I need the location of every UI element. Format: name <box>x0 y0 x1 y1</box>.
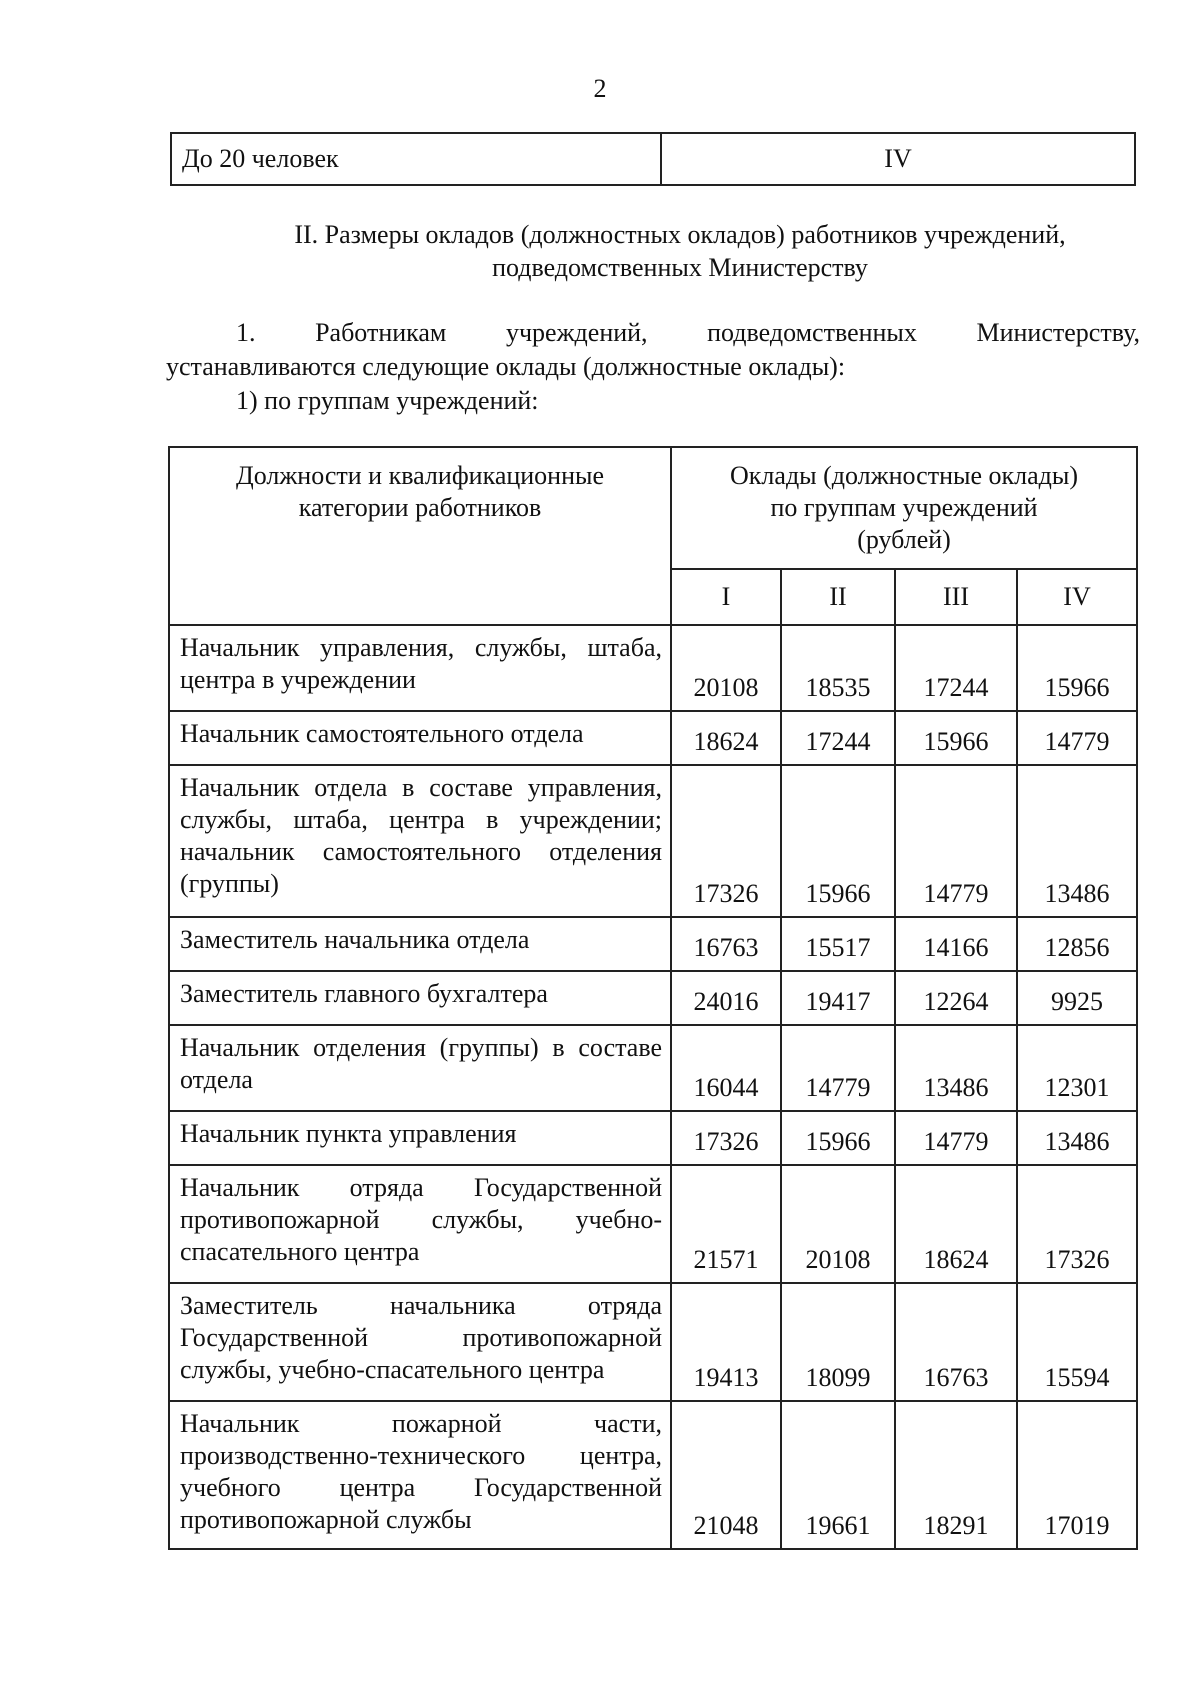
table-row <box>169 625 1137 711</box>
salary-cell: 17326 <box>671 765 781 917</box>
table-row <box>169 765 1137 917</box>
position-cell: Начальник отдела в составе управления, службы, штаба, центра в учреждении; начальник самостоятельного отделения (группы) <box>169 765 671 917</box>
paragraph-line2: устанавливаются следующие оклады (должностные оклады): <box>166 352 846 381</box>
section-title <box>200 218 1160 284</box>
salary-cell: 21048 <box>671 1401 781 1549</box>
table-cell-group: IV <box>661 133 1135 185</box>
salary-cell: 14779 <box>781 1025 895 1111</box>
salary-cell: 9925 <box>1017 971 1137 1025</box>
salary-cell: 14779 <box>1017 711 1137 765</box>
header-row <box>169 447 1137 569</box>
table-row <box>169 1111 1137 1165</box>
salary-cell: 18535 <box>781 625 895 711</box>
group-header: III <box>895 569 1017 625</box>
salary-cell: 13486 <box>1017 1111 1137 1165</box>
salary-cell: 13486 <box>1017 765 1137 917</box>
group-header: II <box>781 569 895 625</box>
table-row <box>169 1165 1137 1283</box>
salary-cell: 15594 <box>1017 1283 1137 1401</box>
position-cell: Начальник самостоятельного отдела <box>169 711 671 765</box>
top-table <box>170 132 1136 186</box>
table-row <box>169 1283 1137 1401</box>
table-row <box>169 711 1137 765</box>
salary-cell: 12264 <box>895 971 1017 1025</box>
salary-cell: 14779 <box>895 765 1017 917</box>
salary-cell: 24016 <box>671 971 781 1025</box>
salary-cell: 15966 <box>895 711 1017 765</box>
salary-cell: 18624 <box>671 711 781 765</box>
position-cell: Начальник управления, службы, штаба, центра в учреждении <box>169 625 671 711</box>
paragraph-word: учреждений, <box>505 318 648 347</box>
salary-cell: 19417 <box>781 971 895 1025</box>
salary-cell: 17019 <box>1017 1401 1137 1549</box>
salary-cell: 15517 <box>781 917 895 971</box>
salary-cell: 17244 <box>895 625 1017 711</box>
paragraph-number: 1. <box>236 318 256 347</box>
paragraph-line1 <box>166 316 1140 350</box>
paragraph <box>166 316 1140 384</box>
position-cell: Начальник отделения (группы) в составе отдела <box>169 1025 671 1111</box>
table-row <box>169 1025 1137 1111</box>
salary-cell: 17244 <box>781 711 895 765</box>
paragraph-word: подведомственных <box>707 318 917 347</box>
group-header: I <box>671 569 781 625</box>
position-cell: Начальник пожарной части, производственно-технического центра, учебного центра Государственной противопожарной службы <box>169 1401 671 1549</box>
salary-cell: 20108 <box>671 625 781 711</box>
section-title-line1: II. Размеры окладов (должностных окладов) работников учреждений, <box>294 220 1066 249</box>
salary-cell: 17326 <box>1017 1165 1137 1283</box>
salary-cell: 15966 <box>781 765 895 917</box>
salary-cell: 20108 <box>781 1165 895 1283</box>
table-row <box>171 133 1135 185</box>
salary-cell: 12856 <box>1017 917 1137 971</box>
subparagraph: 1) по группам учреждений: <box>236 386 539 415</box>
position-cell: Заместитель главного бухгалтера <box>169 971 671 1025</box>
group-header: IV <box>1017 569 1137 625</box>
salary-cell: 12301 <box>1017 1025 1137 1111</box>
salary-cell: 18099 <box>781 1283 895 1401</box>
salary-cell: 16763 <box>895 1283 1017 1401</box>
salary-cell: 18291 <box>895 1401 1017 1549</box>
section-title-line2: подведомственных Министерству <box>492 253 868 282</box>
header-salaries: Оклады (должностные оклады) по группам учреждений (рублей) <box>671 447 1137 569</box>
salary-cell: 15966 <box>781 1111 895 1165</box>
salary-cell: 17326 <box>671 1111 781 1165</box>
table-row <box>169 971 1137 1025</box>
salary-cell: 15966 <box>1017 625 1137 711</box>
position-cell: Заместитель начальника отдела <box>169 917 671 971</box>
table-row <box>169 1401 1137 1549</box>
salary-cell: 19413 <box>671 1283 781 1401</box>
paragraph-word: Работникам <box>315 318 447 347</box>
position-cell: Заместитель начальника отряда Государственной противопожарной службы, учебно-спасательного центра <box>169 1283 671 1401</box>
salary-cell: 19661 <box>781 1401 895 1549</box>
salary-cell: 13486 <box>895 1025 1017 1111</box>
table-cell-label: До 20 человек <box>171 133 661 185</box>
page-number: 2 <box>593 74 607 103</box>
salary-cell: 16763 <box>671 917 781 971</box>
salary-cell: 18624 <box>895 1165 1017 1283</box>
salary-cell: 14779 <box>895 1111 1017 1165</box>
salary-cell: 16044 <box>671 1025 781 1111</box>
table-row <box>169 917 1137 971</box>
paragraph-word: Министерству, <box>976 318 1140 347</box>
position-cell: Начальник отряда Государственной противопожарной службы, учебно-спасательного центра <box>169 1165 671 1283</box>
position-cell: Начальник пункта управления <box>169 1111 671 1165</box>
salary-cell: 14166 <box>895 917 1017 971</box>
salary-table <box>168 446 1138 1550</box>
salary-cell: 21571 <box>671 1165 781 1283</box>
header-positions: Должности и квалификационные категории работников <box>169 447 671 625</box>
